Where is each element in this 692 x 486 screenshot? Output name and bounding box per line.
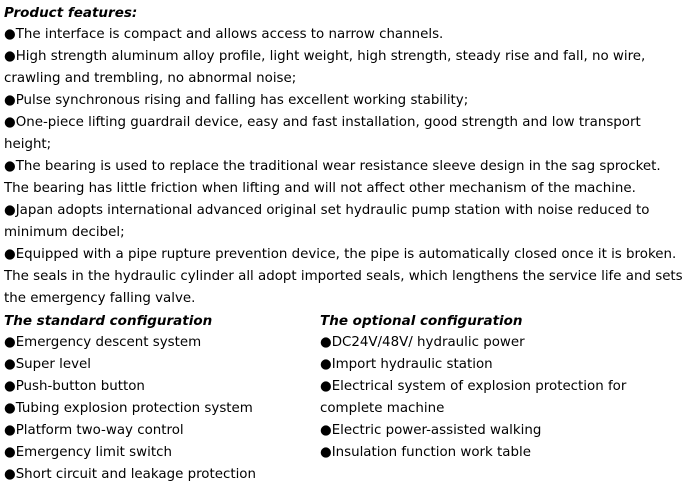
bullet-icon: ●	[4, 115, 16, 130]
bullet-icon: ●	[320, 335, 332, 350]
item-text: DC24V/48V/ hydraulic power	[331, 335, 525, 350]
list-item	[4, 376, 320, 398]
item-text: Emergency descent system	[15, 335, 202, 350]
list-item	[320, 376, 680, 420]
standard-configuration-heading: The standard configuration	[4, 313, 213, 329]
list-item	[4, 354, 320, 376]
bullet-icon: ●	[4, 357, 16, 372]
list-item	[4, 442, 320, 464]
list-item	[4, 398, 320, 420]
feature-item	[4, 200, 688, 244]
item-text: Import hydraulic station	[331, 357, 493, 372]
feature-text: The interface is compact and allows access to narrow channels.	[15, 27, 444, 42]
list-item	[320, 332, 680, 354]
standard-configuration	[4, 310, 320, 486]
configuration-section	[4, 310, 688, 486]
product-features-heading: Product features:	[4, 5, 138, 21]
feature-text: Japan adopts international advanced original set hydraulic pump station with noise reduced to minimum decibel;	[4, 203, 650, 240]
feature-item	[4, 24, 688, 46]
standard-configuration-list	[4, 332, 320, 486]
bullet-icon: ●	[4, 467, 16, 482]
bullet-icon: ●	[320, 357, 332, 372]
bullet-icon: ●	[320, 445, 332, 460]
item-text: Tubing explosion protection system	[15, 401, 253, 416]
item-text: Short circuit and leakage protection	[15, 467, 256, 482]
feature-item	[4, 156, 688, 200]
item-text: Platform two-way control	[15, 423, 184, 438]
bullet-icon: ●	[4, 247, 16, 262]
list-item	[320, 354, 680, 376]
item-text: Emergency limit switch	[15, 445, 172, 460]
bullet-icon: ●	[320, 423, 332, 438]
item-text: Insulation function work table	[331, 445, 531, 460]
item-text: Push-button button	[15, 379, 145, 394]
optional-configuration-heading: The optional configuration	[320, 313, 523, 329]
bullet-icon: ●	[4, 423, 16, 438]
product-features-list	[4, 24, 688, 310]
feature-text: High strength aluminum alloy profile, light weight, high strength, steady rise and fall, no wire, crawling and trembling, no abnormal noise;	[4, 49, 646, 86]
list-item	[4, 420, 320, 442]
item-text: Super level	[15, 357, 92, 372]
list-item	[4, 464, 320, 486]
bullet-icon: ●	[4, 401, 16, 416]
feature-item	[4, 90, 688, 112]
bullet-icon: ●	[4, 445, 16, 460]
bullet-icon: ●	[4, 159, 16, 174]
item-text: Electrical system of explosion protection for complete machine	[320, 379, 627, 416]
feature-text: Pulse synchronous rising and falling has excellent working stability;	[15, 93, 469, 108]
bullet-icon: ●	[4, 379, 16, 394]
bullet-icon: ●	[4, 203, 16, 218]
bullet-icon: ●	[320, 379, 332, 394]
feature-item	[4, 112, 688, 156]
list-item	[320, 442, 680, 464]
feature-item	[4, 244, 688, 310]
optional-configuration-list	[320, 332, 680, 464]
list-item	[4, 332, 320, 354]
bullet-icon: ●	[4, 93, 16, 108]
feature-text: Equipped with a pipe rupture prevention device, the pipe is automatically closed once it is broken. The seals in the hydraulic cylinder all adopt imported seals, which lengthens the service life and sets the emergency falling valve.	[4, 247, 683, 306]
bullet-icon: ●	[4, 335, 16, 350]
feature-item	[4, 46, 688, 90]
feature-text: One-piece lifting guardrail device, easy and fast installation, good strength and low transport height;	[4, 115, 641, 152]
item-text: Electric power-assisted walking	[331, 423, 542, 438]
bullet-icon: ●	[4, 49, 16, 64]
list-item	[320, 420, 680, 442]
bullet-icon: ●	[4, 27, 16, 42]
feature-text: The bearing is used to replace the traditional wear resistance sleeve design in the sag sprocket. The bearing has little friction when lifting and will not affect other mechanism of the machine.	[4, 159, 661, 196]
optional-configuration	[320, 310, 688, 486]
